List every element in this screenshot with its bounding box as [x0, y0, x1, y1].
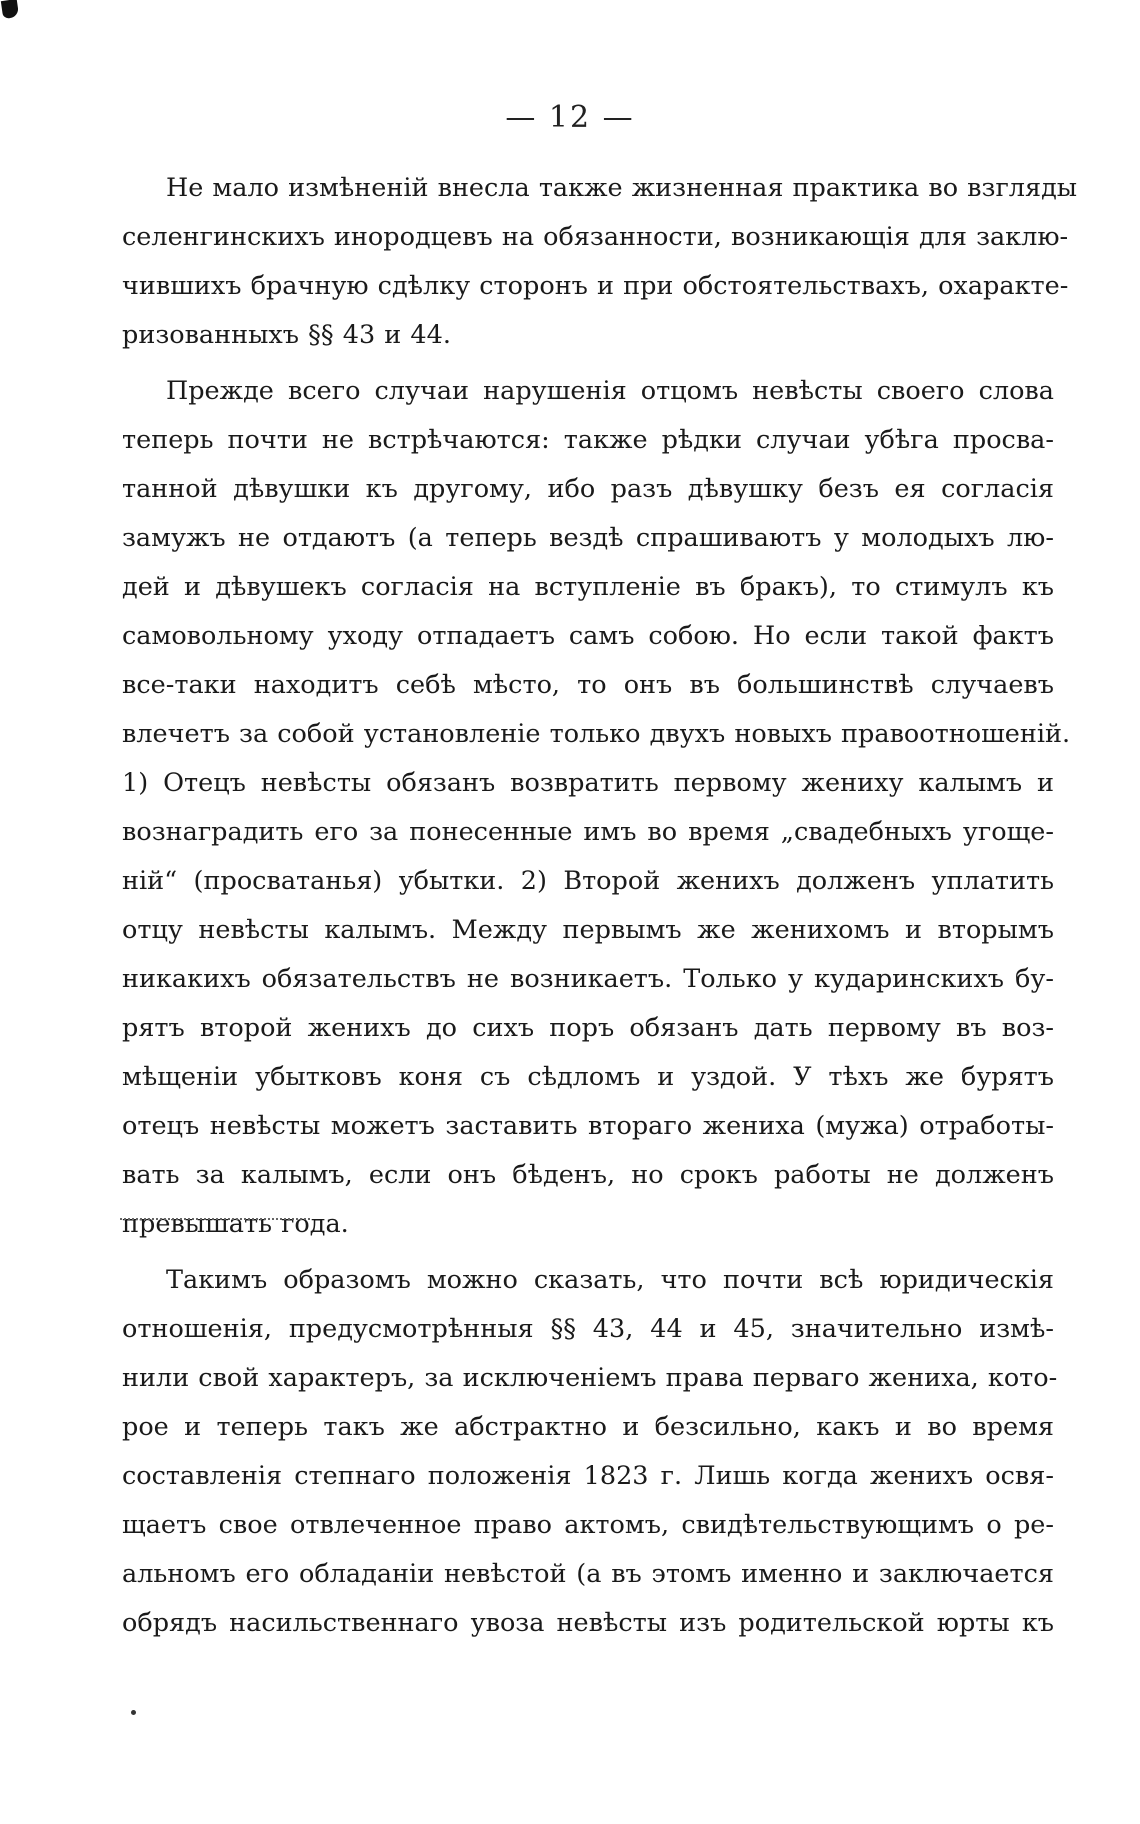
ink-blot-mark [1, 0, 19, 19]
paragraph-3 [122, 1256, 1058, 1648]
text-line: чившихъ брачную сдѣлку сторонъ и при обстоятельствахъ, охаракте- [122, 271, 1069, 301]
text-line: мѣщеніи убытковъ коня съ сѣдломъ и уздой. У тѣхъ же бурятъ [122, 1062, 1054, 1092]
text-line: самовольному уходу отпадаетъ самъ собою. Но если такой фактъ [122, 621, 1054, 651]
text-line: теперь почти не встрѣчаются: также рѣдки случаи убѣга просва- [122, 425, 1054, 455]
text-line: Прежде всего случаи нарушенія отцомъ невѣсты своего слова [166, 376, 1054, 406]
text-line: вознаградить его за понесенные имъ во время „свадебныхъ угоще- [122, 817, 1054, 847]
text-line: замужъ не отдаютъ (а теперь вездѣ спрашиваютъ у молодыхъ лю- [122, 523, 1054, 553]
text-line: 1) Отецъ невѣсты обязанъ возвратить первому жениху калымъ и [122, 768, 1054, 798]
text-line: обрядъ насильственнаго увоза невѣсты изъ родительской юрты къ [122, 1608, 1054, 1638]
text-line: ризованныхъ §§ 43 и 44. [122, 320, 451, 350]
paragraph-1 [122, 164, 1078, 360]
text-line: составленія степнаго положенія 1823 г. Лишь когда женихъ освя- [122, 1461, 1054, 1491]
text-line: селенгинскихъ инородцевъ на обязанности, возникающія для заклю- [122, 222, 1069, 252]
text-line: превышать года. [122, 1209, 349, 1239]
text-line: ній“ (просватанья) убытки. 2) Второй женихъ долженъ уплатить [122, 866, 1054, 896]
text-line: отношенія, предусмотрѣнныя §§ 43, 44 и 45, значительно измѣ- [122, 1314, 1054, 1344]
paragraph-2 [122, 367, 1071, 1249]
text-line: дей и дѣвушекъ согласія на вступленіе въ бракъ), то стимулъ къ [122, 572, 1054, 602]
text-line: Не мало измѣненій внесла также жизненная практика во взгляды [166, 173, 1078, 203]
text-line: рятъ второй женихъ до сихъ поръ обязанъ дать первому въ воз- [122, 1013, 1054, 1043]
text-line: рое и теперь такъ же абстрактно и безсильно, какъ и во время [122, 1412, 1054, 1442]
text-line: никакихъ обязательствъ не возникаетъ. Только у кударинскихъ бу- [122, 964, 1054, 994]
text-line: все-таки находитъ себѣ мѣсто, то онъ въ большинствѣ случаевъ [122, 670, 1054, 700]
text-line: отцу невѣсты калымъ. Между первымъ же женихомъ и вторымъ [122, 915, 1054, 945]
text-line: отецъ невѣсты можетъ заставить втораго жениха (мужа) отработы- [122, 1111, 1054, 1141]
text-line: влечетъ за собой установленіе только двухъ новыхъ правоотношеній. [122, 719, 1071, 749]
text-line: нили свой характеръ, за исключеніемъ права перваго жениха, кото- [122, 1363, 1058, 1393]
page-number: — 12 — [505, 100, 635, 135]
text-line: щаетъ свое отвлеченное право актомъ, свидѣтельствующимъ о ре- [122, 1510, 1054, 1540]
text-line: Такимъ образомъ можно сказать, что почти всѣ юридическія [166, 1265, 1054, 1295]
text-line: вать за калымъ, если онъ бѣденъ, но срокъ работы не долженъ [122, 1160, 1054, 1190]
scan-artifact-dots [120, 1218, 310, 1220]
scan-artifact-dot [131, 1710, 136, 1715]
text-line: альномъ его обладаніи невѣстой (а въ этомъ именно и заключается [122, 1559, 1054, 1589]
text-line: танной дѣвушки къ другому, ибо разъ дѣвушку безъ ея согласія [122, 474, 1054, 504]
body-text [122, 164, 1078, 1648]
